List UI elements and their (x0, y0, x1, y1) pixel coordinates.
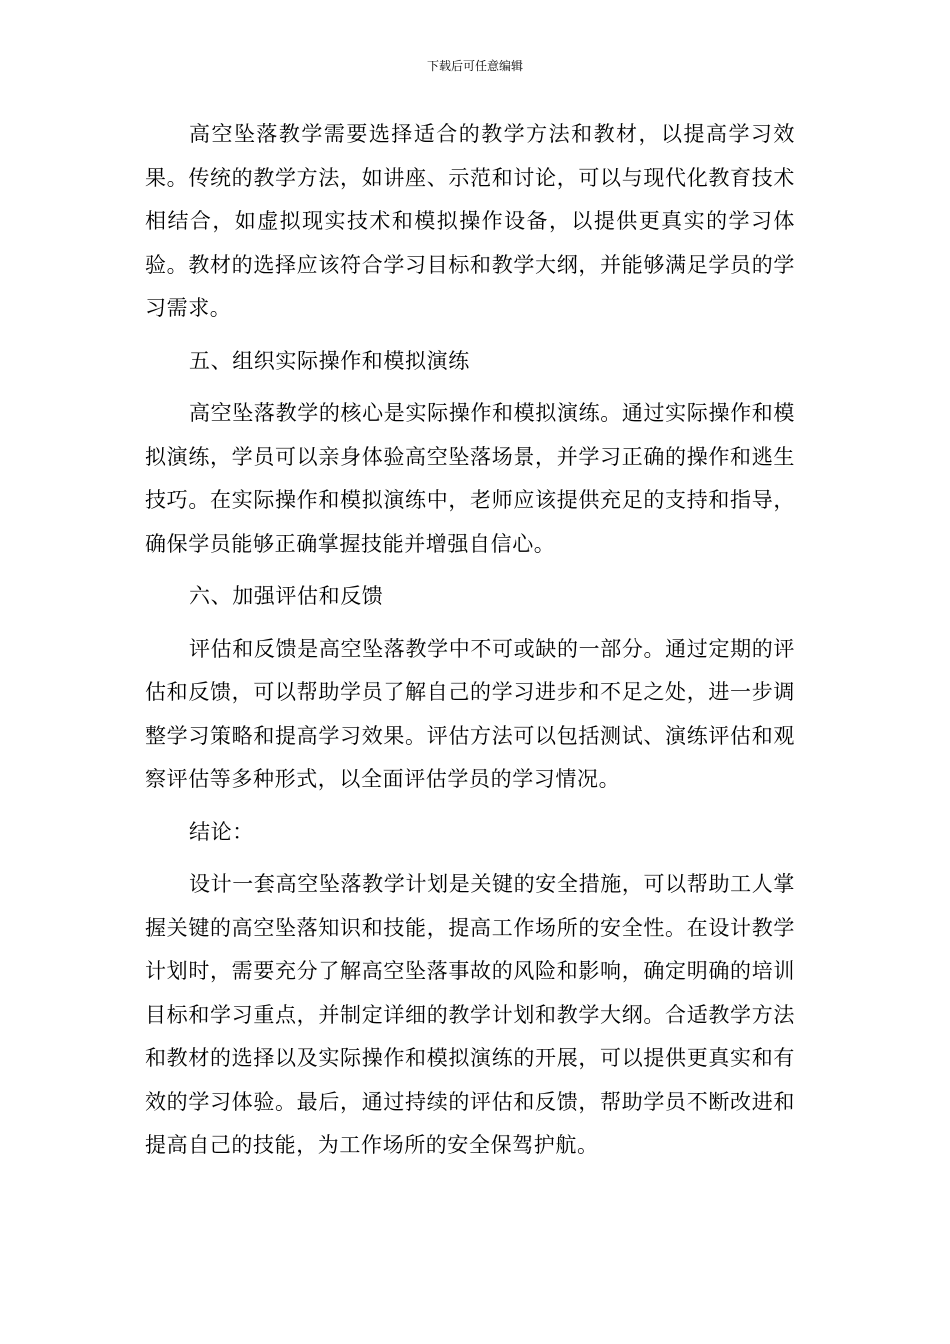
paragraph-evaluation-feedback: 评估和反馈是高空坠落教学中不可或缺的一部分。通过定期的评估和反馈，可以帮助学员了解自己的学习进步和不足之处，进一步调整学习策略和提高学习效果。评估方法可以包括测试、演练评估和观察评估等多种形式，以全面评估学员的学习情况。 (145, 636, 795, 791)
page-header: 下载后可任意编辑 (426, 59, 523, 73)
paragraph-teaching-methods: 高空坠落教学需要选择适合的教学方法和教材，以提高学习效果。传统的教学方法，如讲座、示范和讨论，可以与现代化教育技术相结合，如虚拟现实技术和模拟操作设备，以提供更真实的学习体验。教材的选择应该符合学习目标和教学大纲，并能够满足学员的学习需求。 (145, 122, 795, 320)
heading-section-five: 五、组织实际操作和模拟演练 (189, 348, 470, 373)
document-body (145, 113, 795, 1168)
heading-conclusion: 结论： (189, 819, 254, 844)
heading-section-six: 六、加强评估和反馈 (189, 584, 384, 608)
paragraph-conclusion: 设计一套高空坠落教学计划是关键的安全措施，可以帮助工人掌握关键的高空坠落知识和技能，提高工作场所的安全性。在设计教学计划时，需要充分了解高空坠落事故的风险和影响，确定明确的培训目标和学习重点，并制定详细的教学计划和教学大纲。合适教学方法和教材的选择以及实际操作和模拟演练的开展，可以提供更真实和有效的学习体验。最后，通过持续的评估和反馈，帮助学员不断改进和提高自己的技能，为工作场所的安全保驾护航。 (145, 872, 795, 1157)
paragraph-practical-drills: 高空坠落教学的核心是实际操作和模拟演练。通过实际操作和模拟演练，学员可以亲身体验高空坠落场景，并学习正确的操作和逃生技巧。在实际操作和模拟演练中，老师应该提供充足的支持和指导，确保学员能够正确掌握技能并增强自信心。 (145, 401, 795, 556)
